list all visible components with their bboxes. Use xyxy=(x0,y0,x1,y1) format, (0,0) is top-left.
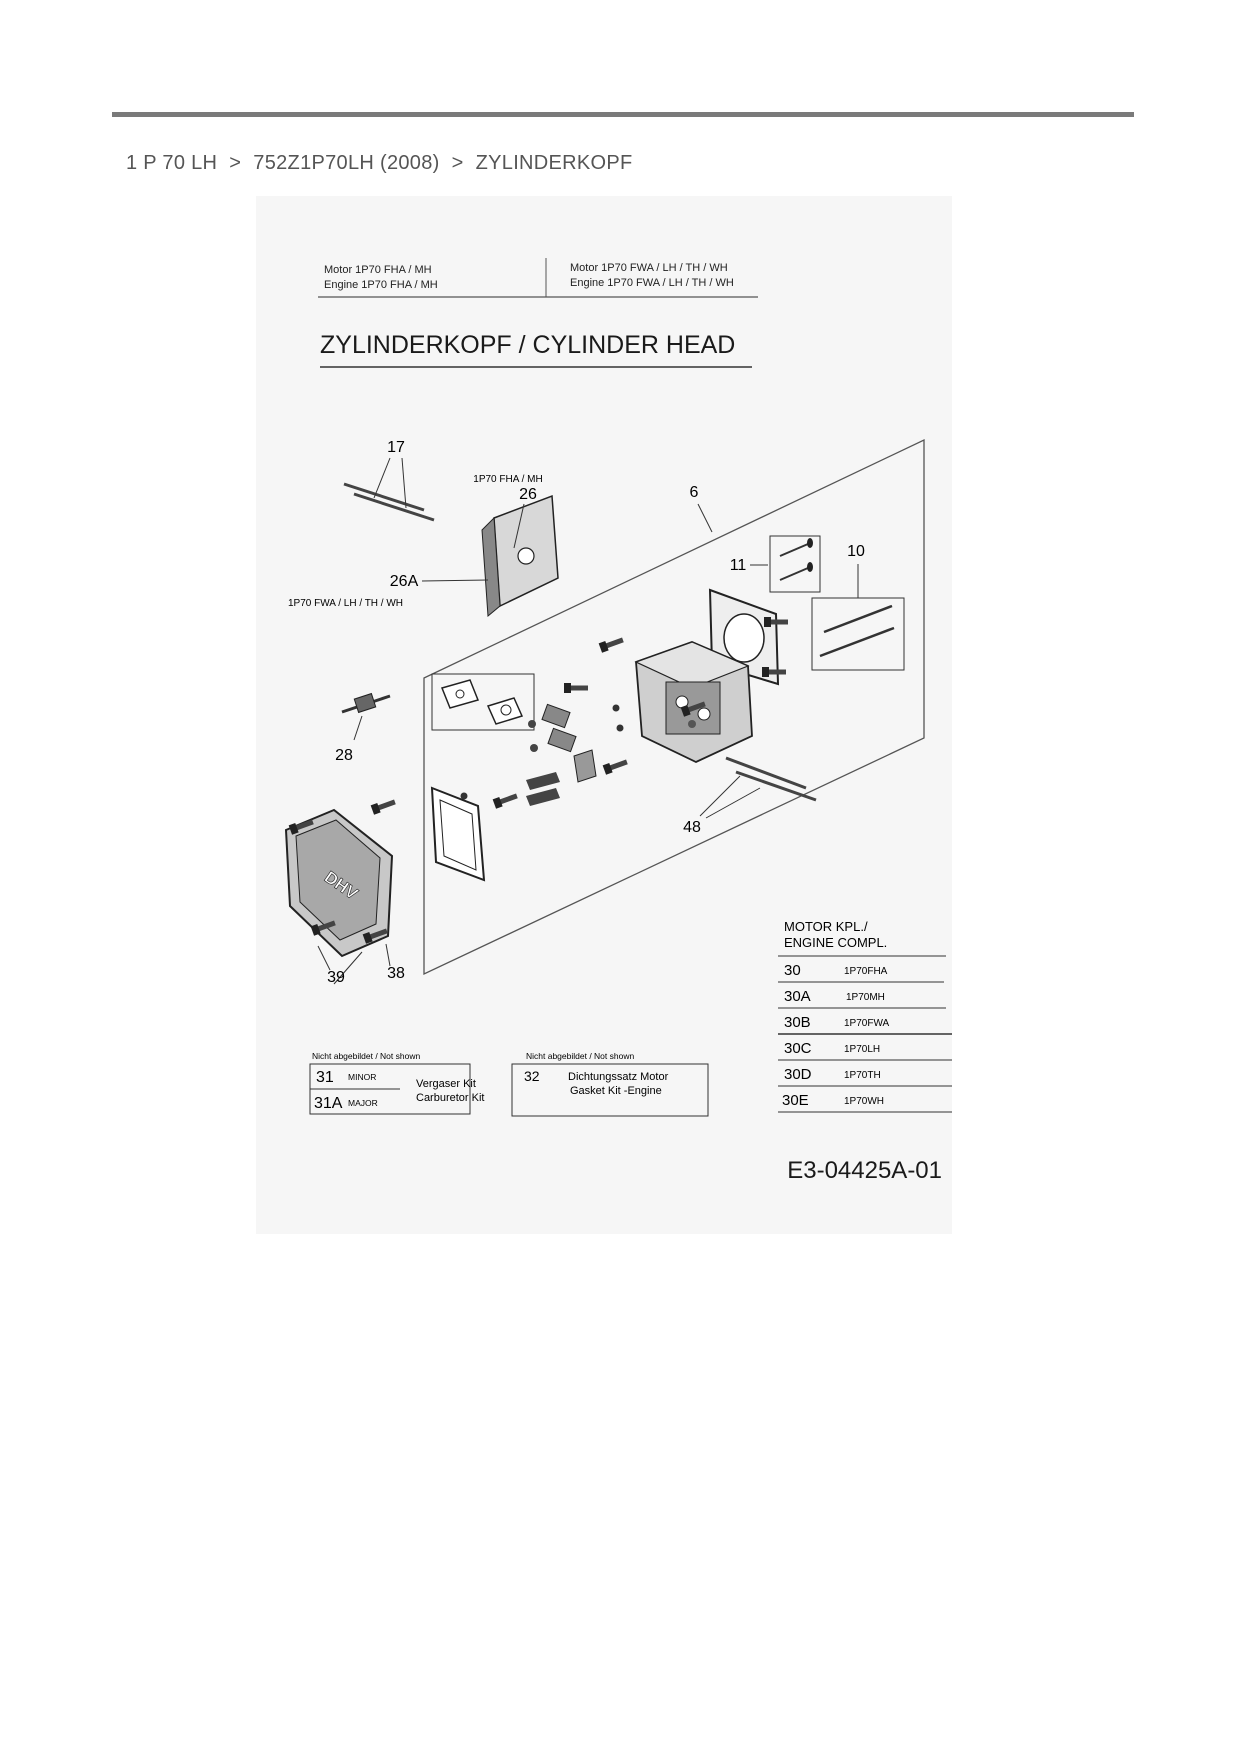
breadcrumb-separator: > xyxy=(229,152,242,174)
callout-48: 48 xyxy=(683,819,701,836)
gasket-kit-de: Dichtungssatz Motor xyxy=(568,1071,669,1083)
part-31-number: 31 xyxy=(316,1069,334,1086)
part-31-label: MINOR xyxy=(348,1072,377,1082)
part-32-number: 32 xyxy=(524,1068,540,1084)
engine-complete-table xyxy=(778,919,952,1112)
callout-11: 11 xyxy=(729,557,747,574)
cover-logo: DHV xyxy=(320,867,362,904)
callout-6: 6 xyxy=(689,484,699,501)
engine-row-num: 30B xyxy=(784,1014,811,1031)
breadcrumb-item-current: ZYLINDERKOPF xyxy=(475,152,633,174)
top-divider xyxy=(112,112,1134,117)
engine-row-model: 1P70WH xyxy=(844,1096,885,1107)
not-shown-carburetor-kit xyxy=(310,1051,484,1114)
parts-diagram-sheet xyxy=(256,196,952,1234)
part-28-spark-plug[interactable] xyxy=(342,694,390,740)
drawing-code: E3-04425A-01 xyxy=(787,1157,942,1184)
part-31A-number: 31A xyxy=(314,1095,343,1112)
breadcrumb xyxy=(126,152,633,175)
callout-38: 38 xyxy=(387,965,405,982)
gasket-kit-en: Gasket Kit -Engine xyxy=(570,1085,662,1097)
part-48-push-rods[interactable] xyxy=(700,758,816,818)
engine-table-title-1: MOTOR KPL./ xyxy=(784,919,868,934)
washer xyxy=(613,705,620,712)
cylinder-head[interactable] xyxy=(636,642,752,762)
callout-10: 10 xyxy=(847,543,865,560)
engine-row-model: 1P70FHA xyxy=(844,966,888,977)
head-bolt[interactable] xyxy=(564,683,588,693)
valve-springs[interactable] xyxy=(528,704,576,752)
engine-row-num: 30E xyxy=(782,1092,809,1109)
head-bolt[interactable] xyxy=(599,635,625,653)
engine-row-num: 30C xyxy=(784,1040,812,1057)
breadcrumb-separator: > xyxy=(451,152,464,174)
header-left-engine: Engine 1P70 FHA / MH xyxy=(324,279,438,291)
header-right-engine: Engine 1P70 FWA / LH / TH / WH xyxy=(570,277,734,289)
not-shown-caption: Nicht abgebildet / Not shown xyxy=(526,1051,635,1061)
carburetor-kit-de: Vergaser Kit xyxy=(416,1078,476,1090)
not-shown-gasket-kit xyxy=(512,1051,708,1116)
part-31A-label: MAJOR xyxy=(348,1098,378,1108)
part-10-head-bolts[interactable] xyxy=(812,564,904,670)
engine-row-num: 30A xyxy=(784,988,811,1005)
engine-row-model: 1P70LH xyxy=(844,1044,881,1055)
rocker-arms[interactable] xyxy=(526,750,596,806)
washer xyxy=(617,725,624,732)
callout-17: 17 xyxy=(387,439,405,456)
engine-row-model: 1P70FWA xyxy=(844,1018,890,1029)
header-left-motor: Motor 1P70 FHA / MH xyxy=(324,264,432,276)
engine-row-model: 1P70TH xyxy=(844,1070,881,1081)
callout-26: 26 xyxy=(519,486,537,503)
parts-diagram xyxy=(256,196,952,1234)
rocker-bolt[interactable] xyxy=(493,791,519,809)
breadcrumb-item-model[interactable]: 1 P 70 LH xyxy=(126,152,218,174)
callout-39: 39 xyxy=(327,969,345,986)
carburetor-kit-en: Carburetor Kit xyxy=(416,1092,485,1104)
callout-26A-variant: 1P70 FWA / LH / TH / WH xyxy=(288,598,404,609)
callout-26A: 26A xyxy=(389,573,419,590)
intake-gaskets[interactable] xyxy=(432,674,534,730)
part-11-valves[interactable] xyxy=(770,536,820,592)
part-26-cover-plate[interactable] xyxy=(482,496,558,616)
breadcrumb-item-variant[interactable]: 752Z1P70LH (2008) xyxy=(253,152,440,174)
header-right-motor: Motor 1P70 FWA / LH / TH / WH xyxy=(570,262,728,274)
valve-cover-gasket[interactable] xyxy=(432,788,484,880)
not-shown-caption: Nicht abgebildet / Not shown xyxy=(312,1051,421,1061)
engine-row-model: 1P70MH xyxy=(846,992,885,1003)
diagram-title: ZYLINDERKOPF / CYLINDER HEAD xyxy=(320,331,736,359)
engine-row-num: 30 xyxy=(784,962,801,979)
part-17-push-rods[interactable] xyxy=(344,458,434,520)
engine-row-num: 30D xyxy=(784,1066,812,1083)
cover-bolt[interactable] xyxy=(371,797,397,815)
callout-26-variant: 1P70 FHA / MH xyxy=(473,474,543,485)
callout-28: 28 xyxy=(335,747,353,764)
head-bolt[interactable] xyxy=(603,757,629,775)
engine-table-title-2: ENGINE COMPL. xyxy=(784,935,888,950)
